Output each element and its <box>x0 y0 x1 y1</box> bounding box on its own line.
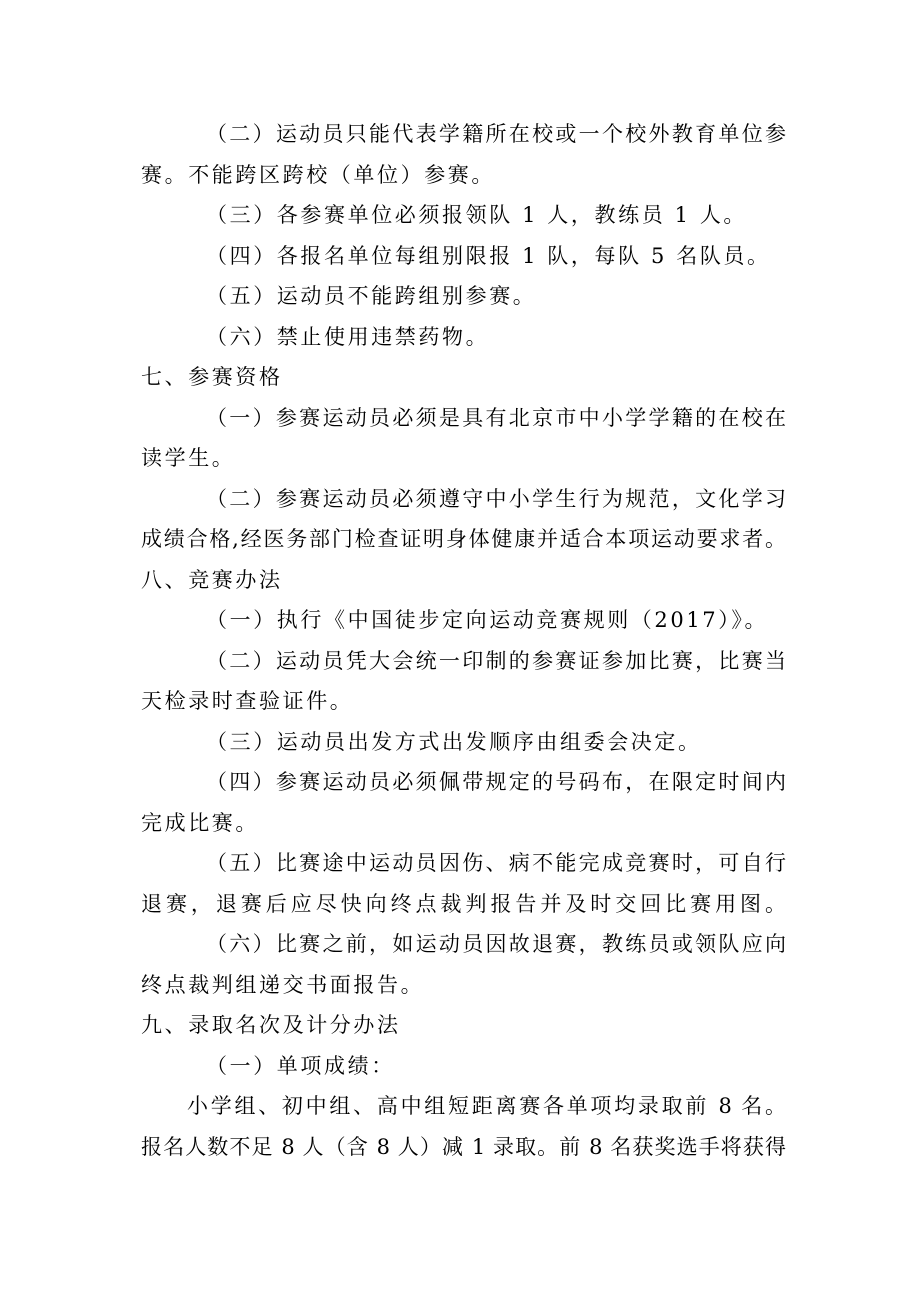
paragraph-line: （三）运动员出发方式出发顺序由组委会决定。 <box>206 729 702 754</box>
paragraph-line: （五）比赛途中运动员因伤、病不能完成竞赛时，可自行 <box>206 851 786 875</box>
document-body <box>141 114 786 1167</box>
paragraph-line: 退赛，退赛后应尽快向终点裁判报告并及时交回比赛用图。 <box>141 891 786 916</box>
paragraph-line: 成绩合格,经医务部门检查证明身体健康并适合本项运动要求者。 <box>141 527 786 551</box>
paragraph-line: （一）参赛运动员必须是具有北京市中小学学籍的在校在 <box>206 405 786 430</box>
paragraph-line: 天检录时查验证件。 <box>141 689 354 713</box>
paragraph-line: （二）运动员只能代表学籍所在校或一个校外教育单位参 <box>206 122 786 146</box>
paragraph-line: （一）执行《中国徒步定向运动竞赛规则（2017）》。 <box>206 608 769 632</box>
paragraph-line: 完成比赛。 <box>141 810 259 835</box>
paragraph-line: （六）比赛之前，如运动员因故退赛，教练员或领队应向 <box>206 932 786 956</box>
paragraph-line: （二）参赛运动员必须遵守中小学生行为规范，文化学习 <box>206 486 786 511</box>
paragraph-line: 报名人数不足 8 人（含 8 人）减 1 录取。前 8 名获奖选手将获得 <box>141 1134 786 1159</box>
paragraph-line: （四）参赛运动员必须佩带规定的号码布，在限定时间内 <box>206 770 786 794</box>
section-heading: 八、竞赛办法 <box>141 567 283 592</box>
subsection-heading: （一）单项成绩： <box>206 1053 395 1078</box>
paragraph-line: （二）运动员凭大会统一印制的参赛证参加比赛，比赛当 <box>206 648 786 673</box>
paragraph-line: （六）禁止使用违禁药物。 <box>206 324 490 349</box>
paragraph-line: 小学组、初中组、高中组短距离赛各单项均录取前 8 名。 <box>187 1094 786 1118</box>
paragraph-line: 读学生。 <box>141 446 236 470</box>
paragraph-line: 终点裁判组递交书面报告。 <box>141 972 425 997</box>
paragraph-line: （四）各报名单位每组别限报 1 队，每队 5 名队员。 <box>206 243 771 268</box>
paragraph-line: 赛。不能跨区跨校（单位）参赛。 <box>141 162 495 187</box>
paragraph-line: （五）运动员不能跨组别参赛。 <box>206 284 537 308</box>
paragraph-line: （三）各参赛单位必须报领队 1 人，教练员 1 人。 <box>206 203 748 227</box>
section-heading: 九、录取名次及计分办法 <box>141 1013 401 1037</box>
section-heading: 七、参赛资格 <box>141 365 283 389</box>
